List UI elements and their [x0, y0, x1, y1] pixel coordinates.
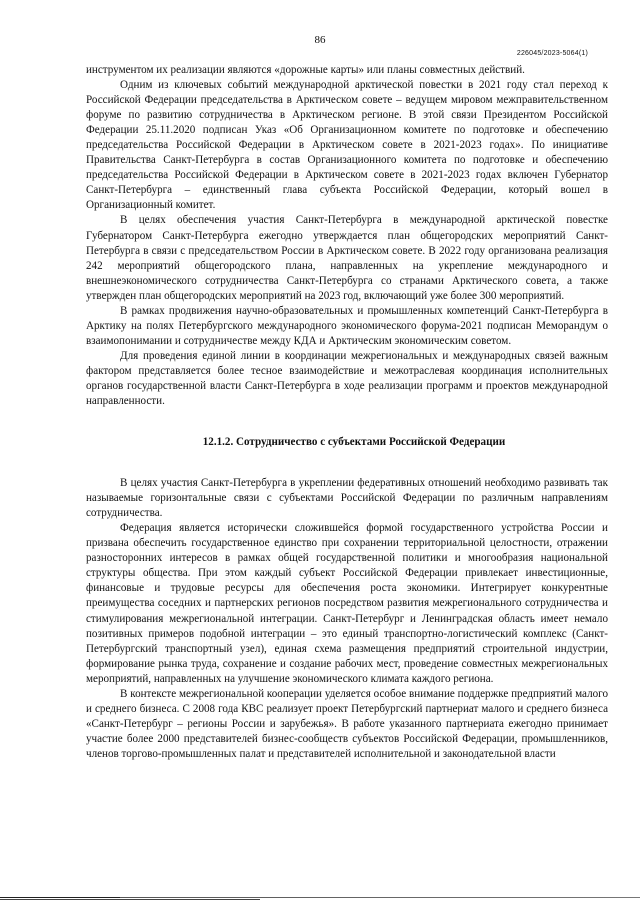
paragraph-federation: Федерация является исторически сложившейся формой государственного устройства России и призвана обеспечить государственное единство при сохранении территориальной целостности, отражении разносторонних интересов в рамках общей государственной политики и многообразия национальной структуры общества. При этом каждый субъект Российской Федерации привлекает инвестиционные, финансовые и трудовые ресурсы для обеспечения роста экономики. Интегрирует конкурентные преимущества соседних и партнерских регионов посредством развития межрегионального сотрудничества и стимулирования межрегиональной интеграции. Санкт-Петербург и Ленинградская область имеет немало позитивных примеров подобной интеграции – это единый транспортно-логистический комплекс (Санкт-Петербургский транспортный узел), единая схема размещения предприятий строительной индустрии, формирование рынка труда, сохранение и создание рабочих мест, проведение совместных межрегиональных мероприятий, направленных на улучшение экономического климата каждого региона. — [86, 522, 608, 685]
spacer — [86, 450, 608, 476]
document-registration-code: 226045/2023-5064(1) — [516, 50, 588, 57]
paragraph-interregional-cooperation: В контексте межрегиональной кооперации уделяется особое внимание поддержке предприятий малого и среднего бизнеса. С 2008 года КВС реализует проект Петербургский партнериат малого и среднего бизнеса «Санкт-Петербург – регионы России и зарубежья». В работе указанного партнериата ежегодно принимает участие более 2000 представителей бизнес-сообществ субъектов Российской Федерации, промышленников, членов торгово-промышленных палат и представителей исполнительной и законодательной власти — [86, 687, 608, 760]
paragraph-horizontal-ties: В целях участия Санкт-Петербурга в укреплении федеративных отношений необходимо развивать так называемые горизонтальные связи с субъектами Российской Федерации по различным направлениям сотрудничества. — [86, 477, 608, 520]
paragraph-arctic-events-plan: В целях обеспечения участия Санкт-Петербурга в международной арктической повестке Губернатором Санкт-Петербурга ежегодно утверждается план общегородских мероприятий Санкт-Петербурга в связи с председательством России в Арктическом совете. В 2022 году организована реализация 242 мероприятий общегородского плана, направленных на укрепление международного и внешнеэкономического сотрудничества Санкт-Петербурга со странами Арктического совета, а также утвержден план общегородских мероприятий на 2023 год, включающий уже более 300 мероприятий. — [86, 214, 608, 302]
spacer — [86, 409, 608, 435]
section-heading: 12.1.2. Сотрудничество с субъектами Российской Федерации — [202, 436, 506, 449]
paragraph-memorandum: В рамках продвижения научно-образовательных и промышленных компетенций Санкт-Петербурга в Арктику на полях Петербургского международного экономического форума-2021 подписан Меморандум о взаимопонимании и сотрудничестве между КДА и Арктическим экономическим советом. — [86, 304, 608, 347]
paragraph-continuation: инструментом их реализации являются «дорожные карты» или планы совместных действий. — [86, 64, 525, 76]
document-body — [86, 63, 608, 762]
scan-edge-line — [0, 897, 640, 901]
paragraph-arctic-chairmanship: Одним из ключевых событий международной арктической повестки в 2021 году стал переход к Российской Федерации председательства в Арктическом совете – ведущем мировом межправительственном форуме по развитию сотрудничества в Арктическом регионе. В этой связи Президентом Российской Федерации 25.11.2020 подписан Указ «Об Организационном комитете по подготовке и обеспечению председательства Российской Федерации в Арктическом совете в 2021-2023 годах». По инициативе Правительства Санкт-Петербурга в состав Организационного комитета по подготовке и обеспечению председательства Российской Федерации в Арктическом совете в 2021-2023 годах включен Губернатор Санкт-Петербурга – единственный глава субъекта Российской Федерации, который вошел в Организационный комитет. — [86, 79, 608, 212]
page-number: 86 — [314, 34, 326, 46]
paragraph-coordination: Для проведения единой линии в координации межрегиональных и международных связей важным фактором представляется более тесное взаимодействие и межотраслевая координация исполнительных органов государственной власти Санкт-Петербурга в ходе реализации программ и проектов международной направленности. — [86, 349, 608, 408]
